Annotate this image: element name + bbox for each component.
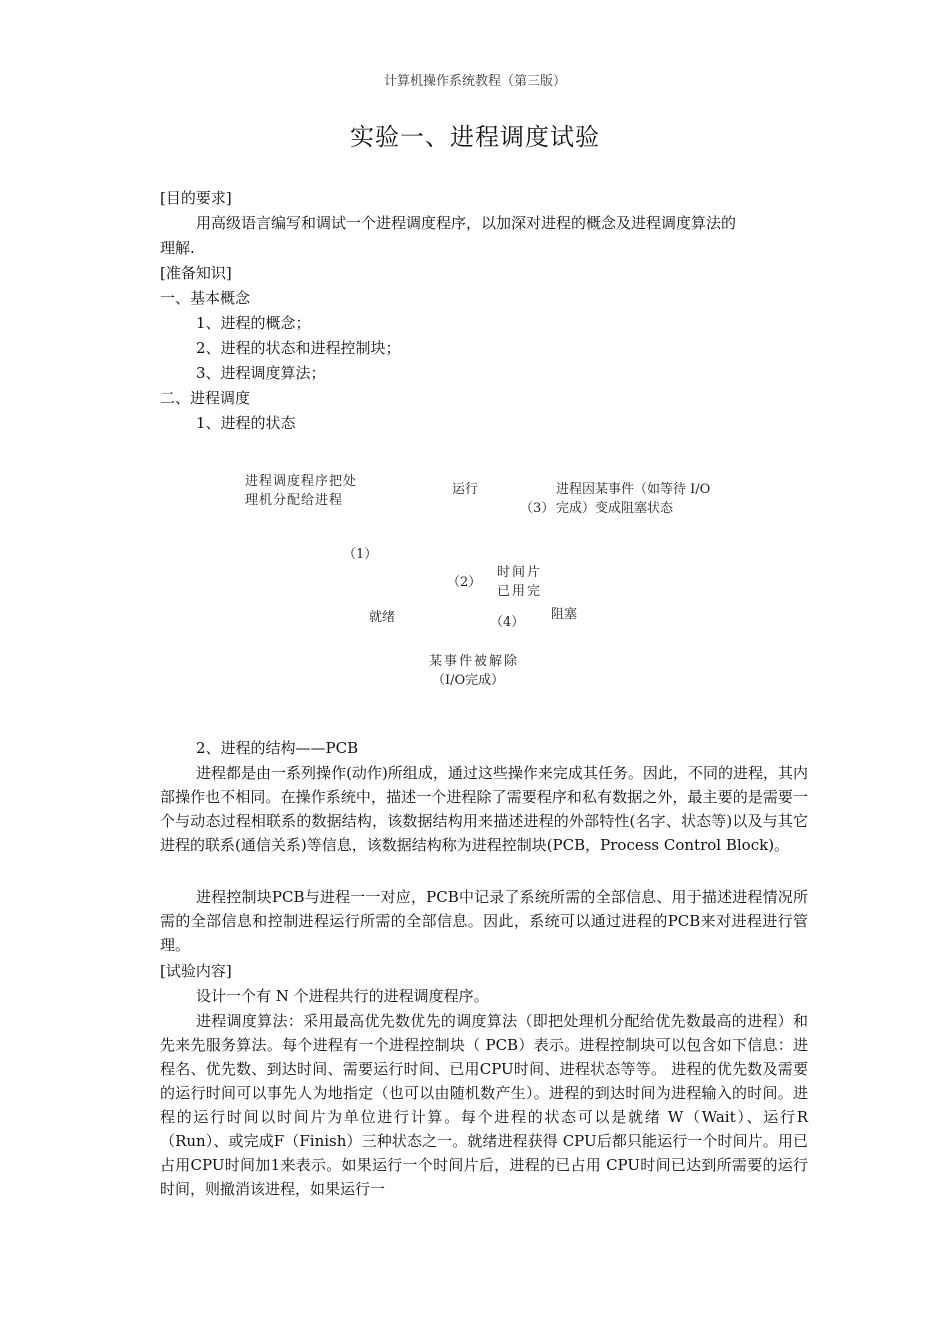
content-heading: [试验内容] [160, 962, 232, 980]
diagram-io-done: （I/O完成） [432, 673, 505, 688]
diagram-event-released: 某事件被解除 [429, 654, 520, 669]
diagram-state-blocked: 阻塞 [551, 607, 578, 622]
basic-item-1: 1、进程的概念； [196, 314, 311, 332]
diagram-timeslice-line-2: 已用完 [497, 584, 543, 599]
diagram-blocked-event-line-1: 进程因某事件（如等待 I/O [556, 482, 711, 497]
purpose-line-1: 用高级语言编写和调试一个进程调度程序，以加深对进程的概念及进程调度算法的 [196, 214, 737, 232]
diagram-timeslice-line-1: 时间片 [497, 565, 543, 580]
diagram-label-2: （2） [447, 575, 482, 590]
diagram-label-3: （3） [520, 501, 555, 516]
purpose-heading: [目的要求] [160, 189, 232, 207]
diagram-label-1: （1） [343, 547, 378, 562]
purpose-line-2: 理解. [160, 239, 195, 257]
basic-heading: 一、基本概念 [160, 289, 251, 307]
state-heading: 1、进程的状态 [196, 414, 296, 432]
sched-heading: 二、进程调度 [160, 389, 251, 407]
diagram-state-running: 运行 [452, 482, 479, 497]
prep-heading: [准备知识] [160, 264, 232, 282]
pcb-paragraph-1: 进程都是由一系列操作(动作)所组成，通过这些操作来完成其任务。因此，不同的进程，其内部操作也不相同。在操作系统中，描述一个进程除了需要程序和私有数据之外，最主要的是需要一个与动态过程相联系的数据结构，该数据结构用来描述进程的外部特性(名字、状态等)以及与其它进程的联系(通信关系)等信息，该数据结构称为进程控制块(PCB，Process Control Block)。 [160, 764, 808, 854]
diagram-label-4: （4） [490, 615, 525, 630]
content-paragraph-1: 设计一个有 N 个进程共行的进程调度程序。 [196, 987, 489, 1005]
pcb-paragraph-2: 进程控制块PCB与进程一一对应，PCB中记录了系统所需的全部信息、用于描述进程情况所需的全部信息和控制进程运行所需的全部信息。因此，系统可以通过进程的PCB来对进程进行管理。 [160, 888, 808, 954]
diagram-state-ready: 就绪 [369, 610, 396, 625]
pcb-heading: 2、进程的结构——PCB [196, 739, 359, 757]
page-title: 实验一、进程调度试验 [350, 123, 600, 151]
basic-item-2: 2、进程的状态和进程控制块； [196, 339, 401, 357]
content-paragraph-2: 进程调度算法：采用最高优先数优先的调度算法（即把处理机分配给优先数最高的进程）和先来先服务算法。每个进程有一个进程控制块（ PCB）表示。进程控制块可以包含如下信息：进程名、优先数、到达时间、需要运行时间、已用CPU时间、进程状态等等。 进程的优先数及需要的运行时间可以事先人为地指定（也可以由随机数产生）。进程的到达时间为进程输入的时间。进程的运行时间以时间片为单位进行计算。每个进程的状态可以是就绪 W（Wait）、运行R（Run）、或完成F（Finish）三种状态之一。就绪进程获得 CPU后都只能运行一个时间片。用已占用CPU时间加1来表示。如果运行一个时间片后，进程的已占用 CPU时间已达到所需要的运行时间，则撤消该进程，如果运行一 [160, 1012, 808, 1198]
running-header: 计算机操作系统教程（第三版） [383, 74, 566, 89]
basic-item-3: 3、进程调度算法； [196, 364, 326, 382]
diagram-dispatch-line-1: 进程调度程序把处 [245, 474, 358, 489]
diagram-dispatch-line-2: 理机分配给进程 [245, 493, 344, 508]
diagram-blocked-event-line-2: 完成）变成阻塞状态 [556, 501, 674, 516]
